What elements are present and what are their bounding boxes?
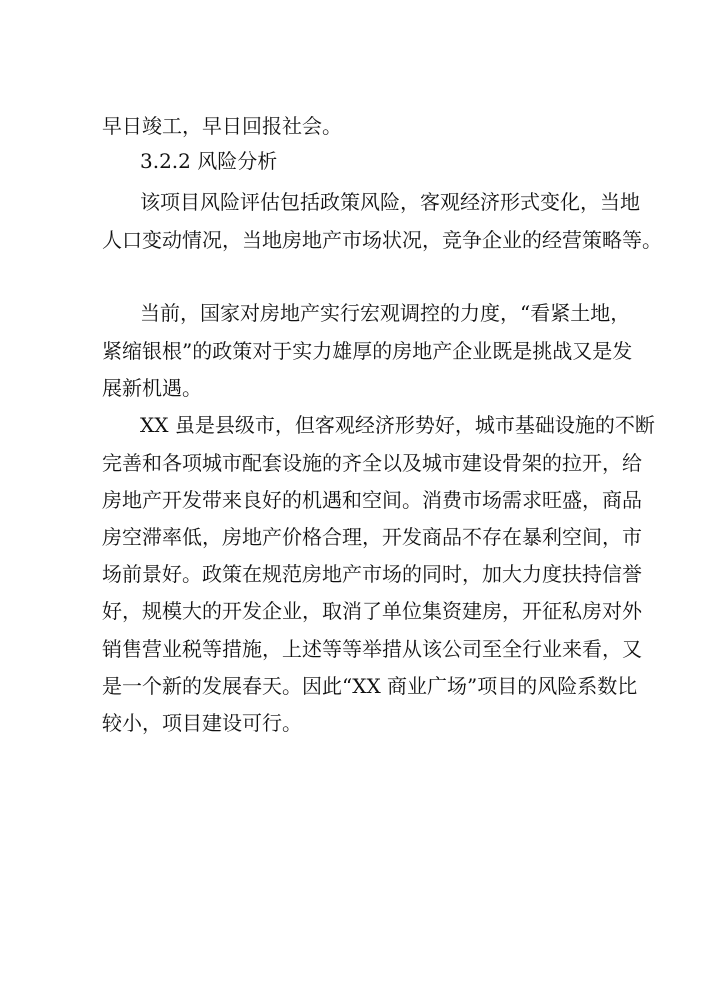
paragraph-line: 好，规模大的开发企业，取消了单位集资建房，开征私房对外: [102, 599, 642, 623]
paragraph-line: 较小，项目建设可行。: [102, 711, 302, 735]
section-heading: 3.2.2 风险分析: [140, 149, 278, 173]
paragraph-line: 房地产开发带来良好的机遇和空间。消费市场需求旺盛，商品: [102, 488, 642, 512]
paragraph-line: 当前，国家对房地产实行宏观调控的力度，“看紧土地，: [140, 301, 631, 325]
paragraph-line: 是一个新的发展春天。因此“XX 商业广场”项目的风险系数比: [102, 674, 638, 698]
paragraph-line: 场前景好。政策在规范房地产市场的同时，加大力度扶持信誉: [102, 562, 642, 586]
paragraph-line: 销售营业税等措施，上述等等举措从该公司至全行业来看，又: [102, 637, 642, 661]
paragraph-line: 展新机遇。: [102, 376, 202, 400]
paragraph-line: 完善和各项城市配套设施的齐全以及城市建设骨架的拉开，给: [102, 451, 642, 475]
paragraph-line: XX 虽是县级市，但客观经济形势好，城市基础设施的不断: [140, 413, 655, 437]
paragraph-line: 早日竣工，早日回报社会。: [102, 114, 342, 138]
paragraph-line: 紧缩银根”的政策对于实力雄厚的房地产企业既是挑战又是发: [102, 339, 633, 363]
paragraph-line: 该项目风险评估包括政策风险，客观经济形式变化，当地: [140, 190, 640, 214]
paragraph-line: 房空滞率低，房地产价格合理，开发商品不存在暴利空间，市: [102, 525, 642, 549]
paragraph-line: 人口变动情况，当地房地产市场状况，竞争企业的经营策略等。: [102, 228, 662, 252]
